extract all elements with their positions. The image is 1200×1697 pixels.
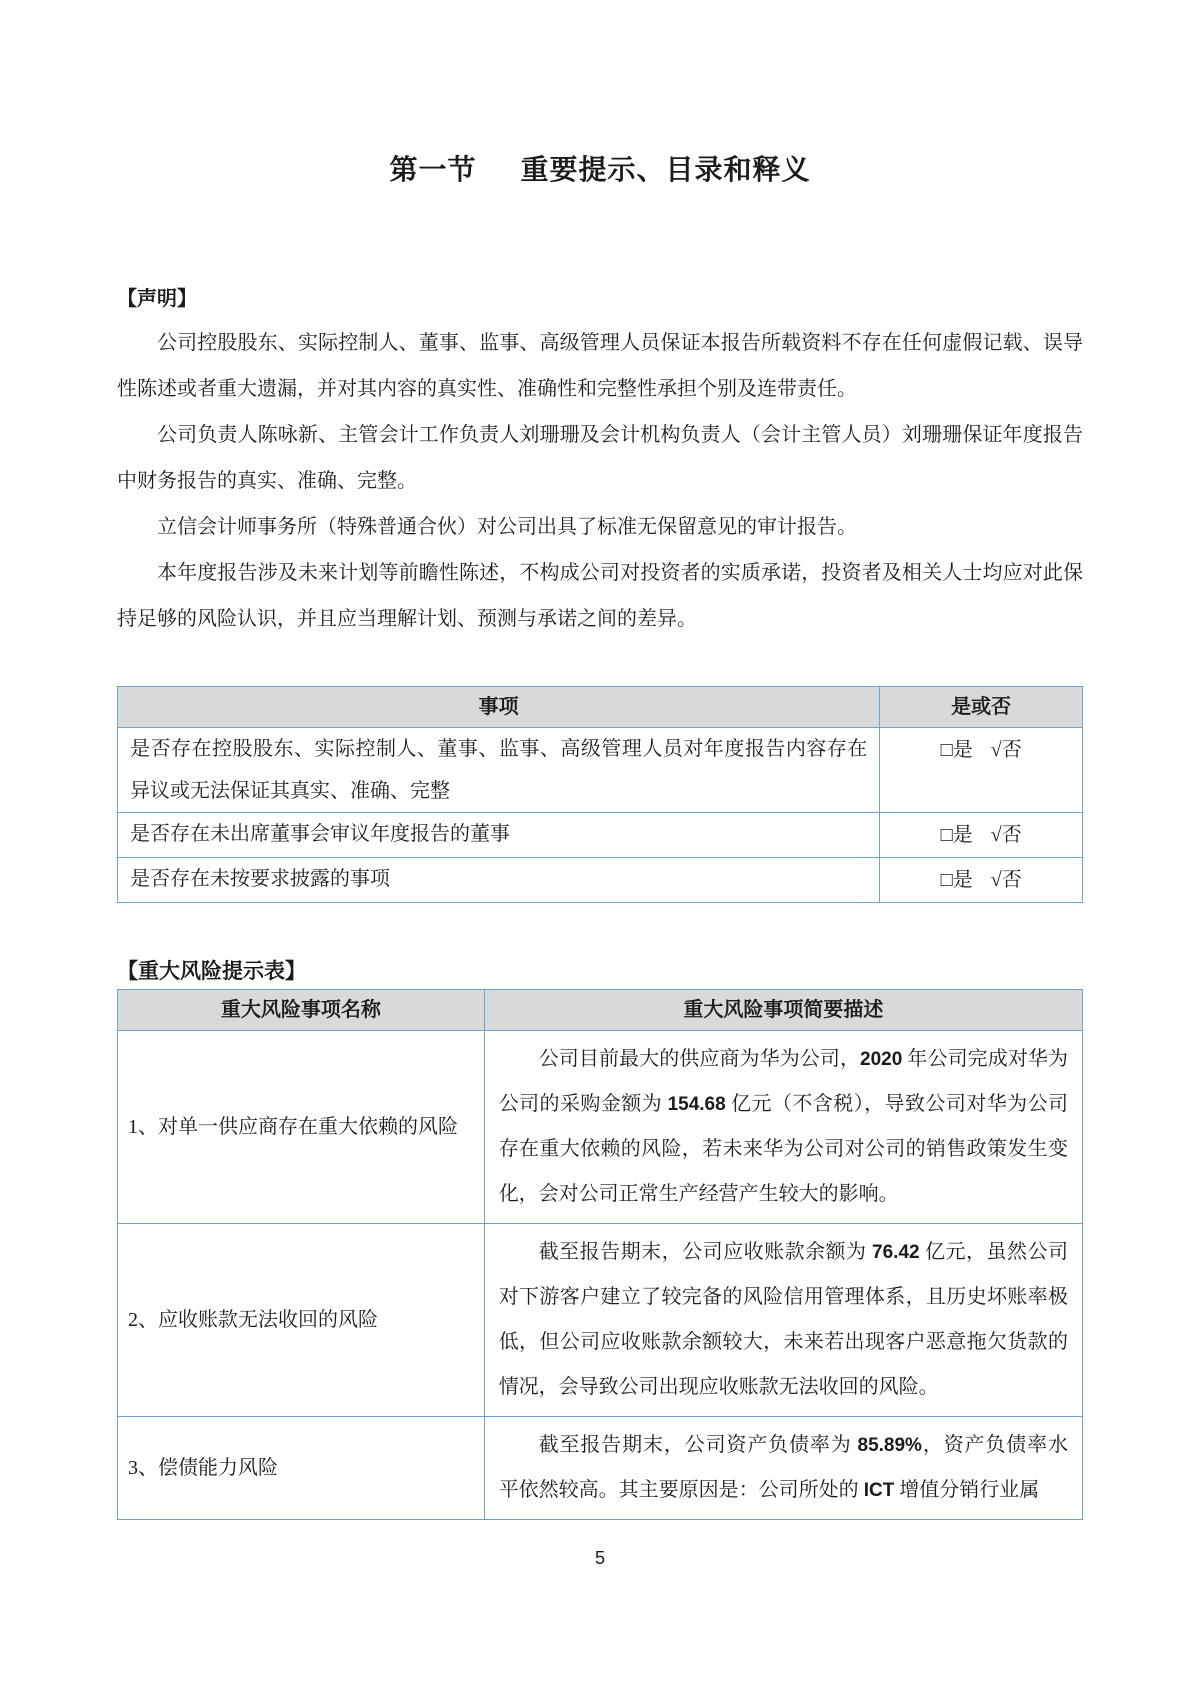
statement-paragraph-2: 公司负责人陈咏新、主管会计工作负责人刘珊珊及会计机构负责人（会计主管人员）刘珊珊保证年度报告中财务报告的真实、准确、完整。 (117, 424, 1083, 492)
table-row (118, 1224, 1083, 1417)
checkbox-yes: □是 (940, 739, 973, 761)
risk-name: 3、偿债能力风险 (118, 1417, 485, 1520)
risk-description: 公司目前最大的供应商为华为公司，2020 年公司完成对华为公司的采购金额为 154.68 亿元（不含税），导致公司对华为公司存在重大依赖的风险，若未来华为公司对公司的销售政策发生变化，会对公司正常生产经营产生较大的影响。 (484, 1031, 1082, 1224)
checkmark-no: √否 (990, 824, 1022, 846)
risk-section-heading: 【重大风险提示表】 (117, 960, 306, 983)
table-row (118, 1031, 1083, 1224)
statement-paragraph-1: 公司控股股东、实际控制人、董事、监事、高级管理人员保证本报告所载资料不存在任何虚假记载、误导性陈述或者重大遗漏，并对其内容的真实性、准确性和完整性承担个别及连带责任。 (117, 332, 1083, 400)
checkbox-yes: □是 (940, 869, 973, 891)
matter-item: 是否存在未按要求披露的事项 (118, 858, 880, 903)
table-row (118, 1417, 1083, 1520)
page-number: 5 (594, 1548, 605, 1568)
matter-answer (880, 858, 1083, 903)
risk-description: 截至报告期末，公司资产负债率为 85.89%，资产负债率水平依然较高。其主要原因是：公司所处的 ICT 增值分销行业属 (484, 1417, 1082, 1520)
checkmark-no: √否 (990, 869, 1022, 891)
matters-header-yesno: 是或否 (880, 687, 1083, 728)
risk-description: 截至报告期末，公司应收账款余额为 76.42 亿元，虽然公司对下游客户建立了较完备的风险信用管理体系，且历史坏账率极低，但公司应收账款余额较大，未来若出现客户恶意拖欠货款的情况，会导致公司出现应收账款无法收回的风险。 (484, 1224, 1082, 1417)
page-title (117, 0, 1083, 188)
table-row (118, 813, 1083, 858)
section-name: 重要提示、目录和释义 (520, 154, 811, 185)
matter-item: 是否存在控股股东、实际控制人、董事、监事、高级管理人员对年度报告内容存在异议或无法保证其真实、准确、完整 (118, 728, 880, 813)
statement-paragraph-3: 立信会计师事务所（特殊普通合伙）对公司出具了标准无保留意见的审计报告。 (157, 516, 857, 538)
matter-item: 是否存在未出席董事会审议年度报告的董事 (118, 813, 880, 858)
matters-header-row (118, 687, 1083, 728)
matter-answer (880, 813, 1083, 858)
risk-header-name: 重大风险事项名称 (118, 990, 485, 1031)
risk-table (117, 989, 1083, 1520)
risk-name: 2、应收账款无法收回的风险 (118, 1224, 485, 1417)
statement-paragraph-4: 本年度报告涉及未来计划等前瞻性陈述，不构成公司对投资者的实质承诺，投资者及相关人士均应对此保持足够的风险认识，并且应当理解计划、预测与承诺之间的差异。 (117, 562, 1083, 630)
statement-body (117, 320, 1083, 642)
matters-header-item: 事项 (118, 687, 880, 728)
risk-name: 1、对单一供应商存在重大依赖的风险 (118, 1031, 485, 1224)
matter-answer (880, 728, 1083, 813)
matters-table (117, 686, 1083, 903)
risk-header-description: 重大风险事项简要描述 (484, 990, 1082, 1031)
statement-heading: 【声明】 (117, 288, 197, 310)
checkmark-no: √否 (990, 739, 1022, 761)
risk-header-row (118, 990, 1083, 1031)
section-number: 第一节 (389, 154, 477, 185)
table-row (118, 858, 1083, 903)
checkbox-yes: □是 (940, 824, 973, 846)
table-row (118, 728, 1083, 813)
